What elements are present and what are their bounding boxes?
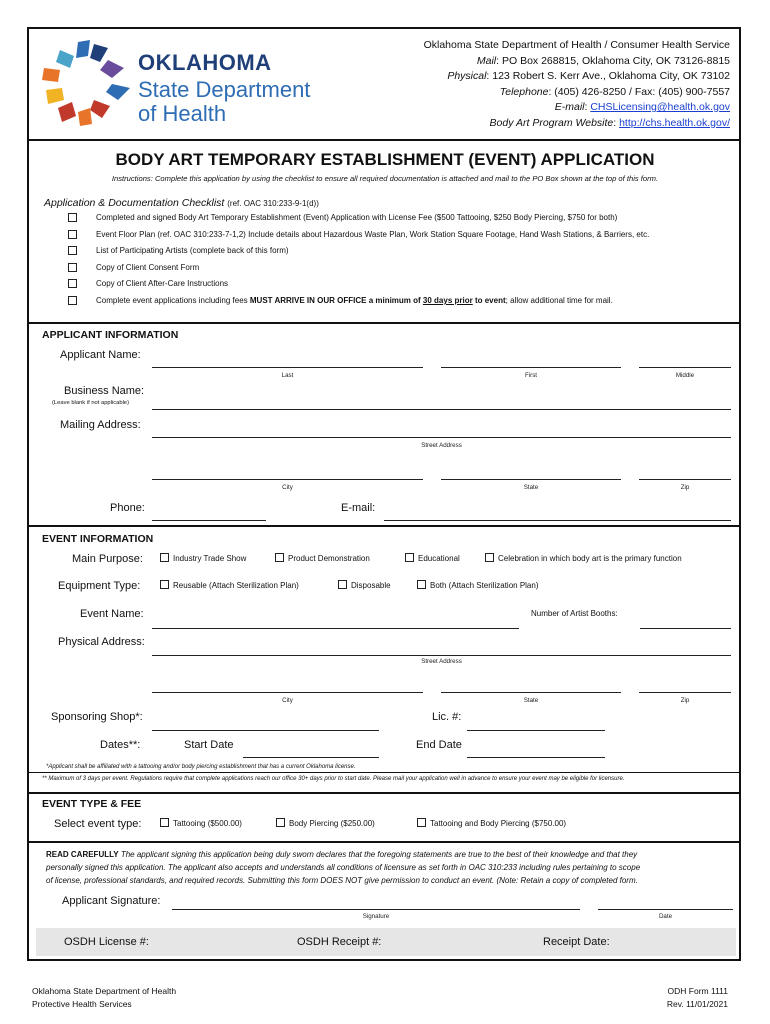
declaration-lead: READ CAREFULLY xyxy=(46,850,119,859)
mailing-state-field[interactable] xyxy=(441,479,621,480)
deadline-days: 30 days prior xyxy=(422,296,473,305)
mail-label: Mail xyxy=(476,54,497,67)
website-sep: : xyxy=(613,116,620,129)
checklist-checkbox-4[interactable] xyxy=(68,263,77,272)
applicant-divider xyxy=(27,525,741,527)
purpose-checkbox-demonstration[interactable] xyxy=(275,553,284,562)
duration-note: ** Maximum of 3 days per event. Regulations require that complete applications reach our office 30+ days prior to start date. Please mail your application well in advance to ensure your event may be eligible for licensure. xyxy=(42,776,625,782)
mailing-zip-caption: Zip xyxy=(680,484,690,491)
email-label: E-mail xyxy=(554,101,585,113)
receipt-date-label: Receipt Date: xyxy=(543,936,610,948)
email-link[interactable]: CHSLicensing@health.ok.gov xyxy=(590,101,730,113)
declaration-line3: of license, professional standards, and required records. Submitting this form DOES NOT give permission to conduct an event. (Note: Retain a copy of completed form. xyxy=(46,876,638,885)
header-divider xyxy=(27,139,741,141)
physical-address: : 123 Robert S. Kerr Ave., Oklahoma City, OK 73102 xyxy=(486,70,730,82)
fee-divider xyxy=(27,841,741,843)
website-link[interactable]: http://chs.health.ok.gov/ xyxy=(619,116,730,129)
checklist-checkbox-5[interactable] xyxy=(68,279,77,288)
logo-line2: State Department xyxy=(138,77,311,102)
purpose-demonstration-label: Product Demonstration xyxy=(288,554,370,563)
equipment-checkbox-reusable[interactable] xyxy=(160,580,169,589)
mailing-zip-field[interactable] xyxy=(639,479,731,480)
fee-tattooing-label: Tattooing ($500.00) xyxy=(173,819,242,828)
signature-field[interactable] xyxy=(172,909,580,910)
purpose-trade-show-label: Industry Trade Show xyxy=(173,554,247,563)
mailing-address-label: Mailing Address: xyxy=(60,419,141,431)
fee-heading: EVENT TYPE & FEE xyxy=(42,798,142,810)
fee-checkbox-both[interactable] xyxy=(417,818,426,827)
event-street-field[interactable] xyxy=(152,655,731,656)
fee-checkbox-piercing[interactable] xyxy=(276,818,285,827)
mailing-street-caption: Street Address xyxy=(421,442,462,449)
applicant-heading: APPLICANT INFORMATION xyxy=(42,329,179,341)
equipment-disposable-label: Disposable xyxy=(351,581,391,590)
phone-field[interactable] xyxy=(152,520,266,521)
declaration-line1: The applicant signing this application being duly sworn declares that the foregoing statements are true to the best of their knowledge and that they xyxy=(118,850,638,859)
applicant-email-field[interactable] xyxy=(384,520,731,521)
mailing-state-caption: State xyxy=(523,484,539,491)
fee-piercing-label: Body Piercing ($250.00) xyxy=(289,819,375,828)
last-name-field[interactable] xyxy=(152,367,423,368)
equipment-checkbox-both[interactable] xyxy=(417,580,426,589)
event-name-label: Event Name: xyxy=(80,608,144,620)
event-street-caption: Street Address xyxy=(421,658,462,665)
osdh-logo xyxy=(38,38,358,130)
notes-divider xyxy=(27,772,741,773)
telephone-label: Telephone xyxy=(499,85,549,98)
first-caption: First xyxy=(524,372,538,379)
business-name-note: (Leave blank if not applicable) xyxy=(52,400,130,406)
osdh-receipt-label: OSDH Receipt #: xyxy=(297,936,382,948)
contact-block xyxy=(424,38,730,131)
footer-form-number: ODH Form 1111 xyxy=(667,986,728,996)
declaration-text xyxy=(46,848,736,887)
phone-label: Phone: xyxy=(110,502,145,514)
sponsoring-shop-field[interactable] xyxy=(152,730,379,731)
purpose-checkbox-trade-show[interactable] xyxy=(160,553,169,562)
event-divider xyxy=(27,792,741,794)
equipment-both-label: Both (Attach Sterilization Plan) xyxy=(430,581,539,590)
deadline-text-a: Complete event applications including fees xyxy=(96,296,250,305)
artist-booths-label: Number of Artist Booths: xyxy=(531,609,618,618)
middle-name-field[interactable] xyxy=(639,367,731,368)
event-name-field[interactable] xyxy=(152,628,519,629)
applicant-name-label: Applicant Name: xyxy=(60,349,141,361)
license-number-label: Lic. #: xyxy=(432,711,462,723)
deadline-text-e: ; allow additional time for mail. xyxy=(505,296,613,305)
telephone-value: : (405) 426-8250 / Fax: (405) 900-7557 xyxy=(548,85,730,98)
first-name-field[interactable] xyxy=(441,367,621,368)
footer-division: Protective Health Services xyxy=(32,999,132,1009)
signature-caption: Signature xyxy=(362,913,390,920)
purpose-checkbox-educational[interactable] xyxy=(405,553,414,562)
license-number-field[interactable] xyxy=(467,730,605,731)
mailing-street-field[interactable] xyxy=(152,437,731,438)
instructions: Instructions: Complete this application by using the checklist to ensure all required documentation is attached and mail to the PO Box shown at the top of this form. xyxy=(111,174,659,183)
mailing-city-field[interactable] xyxy=(152,479,423,480)
applicant-email-label: E-mail: xyxy=(341,502,376,514)
physical-label: Physical xyxy=(447,70,487,82)
event-heading: EVENT INFORMATION xyxy=(42,533,154,545)
declaration-line2: personally signed this application. The applicant also accepts and understands all conditions of licensure as set forth in OAC 310:233 including rules pertaining to scope xyxy=(46,863,641,872)
deadline-text-d: to event xyxy=(472,296,506,305)
logo-line3: of Health xyxy=(138,101,227,126)
sponsoring-shop-label: Sponsoring Shop*: xyxy=(51,711,143,723)
mail-address: : PO Box 268815, Oklahoma City, OK 73126-8815 xyxy=(496,54,730,67)
event-type-label: Select event type: xyxy=(54,818,142,830)
start-date-field[interactable] xyxy=(243,757,379,758)
checklist-item-2: Event Floor Plan (ref. OAC 310:233-7-1,2) Include details about Hazardous Waste Plan, Work Station Square Footage, Hand Wash Stations, & Barriers, etc. xyxy=(96,230,650,239)
purpose-celebration-label: Celebration in which body art is the primary function xyxy=(498,554,682,563)
middle-caption: Middle xyxy=(675,372,695,379)
checklist-checkbox-3[interactable] xyxy=(68,246,77,255)
equipment-type-label: Equipment Type: xyxy=(58,580,141,592)
signature-date-caption: Date xyxy=(658,913,673,920)
physical-address-label: Physical Address: xyxy=(58,636,145,648)
purpose-educational-label: Educational xyxy=(418,554,460,563)
footer-revision: Rev. 11/01/2021 xyxy=(666,999,728,1009)
checklist-item-5: Copy of Client After-Care Instructions xyxy=(96,279,229,288)
equipment-reusable-label: Reusable (Attach Sterilization Plan) xyxy=(173,581,299,590)
event-zip-field[interactable] xyxy=(639,692,731,693)
osdh-license-label: OSDH License #: xyxy=(64,936,149,948)
event-state-field[interactable] xyxy=(441,692,621,693)
checklist-heading-text: Application & Documentation Checklist xyxy=(44,197,225,209)
fee-both-label: Tattooing and Body Piercing ($750.00) xyxy=(430,819,567,828)
checklist-item-1: Completed and signed Body Art Temporary Establishment (Event) Application with License Fee ($500 Tattooing, $250 Body Piercing, $750 for both) xyxy=(96,213,618,222)
affiliation-note: *Applicant shall be affiliated with a tattooing and/or body piercing establishment that has a current Oklahoma license. xyxy=(46,764,356,770)
event-city-field[interactable] xyxy=(152,692,423,693)
event-city-caption: City xyxy=(282,697,293,704)
logo-line1: OKLAHOMA xyxy=(138,50,272,75)
email-sep: : xyxy=(584,101,591,113)
website-label: Body Art Program Website xyxy=(489,116,614,129)
agency-line: Oklahoma State Department of Health / Consumer Health Service xyxy=(423,39,730,51)
form-title: BODY ART TEMPORARY ESTABLISHMENT (EVENT) APPLICATION xyxy=(115,150,655,169)
osdh-star-logo-icon xyxy=(38,38,134,130)
end-date-field[interactable] xyxy=(467,757,605,758)
fee-checkbox-tattooing[interactable] xyxy=(160,818,169,827)
signature-date-field[interactable] xyxy=(598,909,733,910)
dates-label: Dates**: xyxy=(100,739,141,751)
checklist-checkbox-6[interactable] xyxy=(68,296,77,305)
event-state-caption: State xyxy=(523,697,539,704)
purpose-checkbox-celebration[interactable] xyxy=(485,553,494,562)
equipment-checkbox-disposable[interactable] xyxy=(338,580,347,589)
applicant-signature-label: Applicant Signature: xyxy=(62,895,161,907)
business-name-label: Business Name: xyxy=(64,385,145,397)
deadline-text-b: MUST ARRIVE IN OUR OFFICE a minimum of xyxy=(249,296,423,305)
checklist-divider xyxy=(27,322,741,324)
checklist-heading xyxy=(44,197,319,209)
checklist-item-6 xyxy=(96,296,613,305)
main-purpose-label: Main Purpose: xyxy=(72,553,143,565)
checklist-checkbox-1[interactable] xyxy=(68,213,77,222)
checklist-ref: (ref. OAC 310:233-9-1(d)) xyxy=(227,199,319,208)
end-date-label: End Date xyxy=(416,739,462,751)
checklist-item-3: List of Participating Artists (complete back of this form) xyxy=(96,246,289,255)
event-zip-caption: Zip xyxy=(680,697,690,704)
artist-booths-field[interactable] xyxy=(640,628,731,629)
last-caption: Last xyxy=(281,372,294,379)
checklist-checkbox-2[interactable] xyxy=(68,230,77,239)
checklist-item-4: Copy of Client Consent Form xyxy=(96,263,200,272)
mailing-city-caption: City xyxy=(282,484,293,491)
business-name-field[interactable] xyxy=(152,409,731,410)
start-date-label: Start Date xyxy=(184,739,234,751)
footer-agency: Oklahoma State Department of Health xyxy=(32,986,177,996)
